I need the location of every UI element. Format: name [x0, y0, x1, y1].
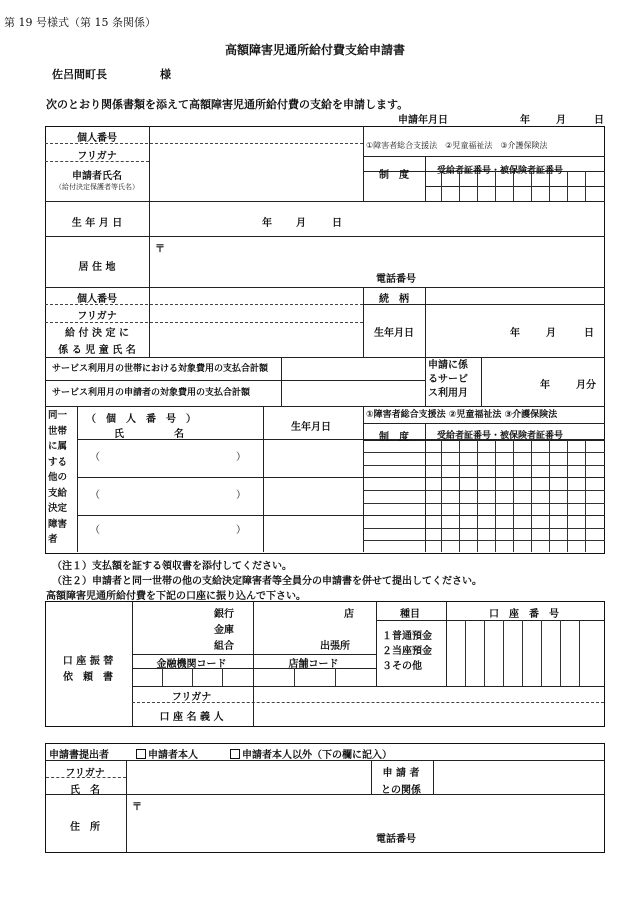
applicant-birth-label: 生 年 月 日 — [71, 218, 123, 229]
submitter-name-label: 氏 名 — [70, 785, 100, 796]
intro-text: 次のとおり関係書類を添えて高額障害児通所給付費の支給を申請します。 — [46, 98, 409, 111]
household-paren-open-1: （ — [90, 452, 100, 463]
household-total-label: サービス利用月の世帯における対象費用の支払合計額 — [52, 364, 269, 374]
child-birth-label: 生年月日 — [374, 328, 414, 339]
applicant-mynumber-label: 個人番号 — [77, 133, 117, 144]
service-month-year: 年 — [540, 380, 550, 391]
apply-month: 月 — [556, 115, 566, 126]
submitter-relation-label-1: 申 請 者 — [382, 768, 420, 779]
bank-side-label-2: 依 頼 書 — [63, 672, 113, 683]
account-kind-label: 種目 — [400, 609, 420, 620]
branch-type-office: 出張所 — [320, 641, 350, 652]
note-1: （注１）支払額を証する領収書を添付してください。 — [52, 561, 292, 572]
applicant-birth-year: 年 — [262, 218, 272, 229]
apply-day: 日 — [594, 115, 604, 126]
cert-no-label-top: 受給者証番号・被保険者証番号 — [437, 166, 564, 176]
household-name-head: 氏 名 — [114, 429, 184, 440]
addressee-suffix: 様 — [160, 68, 171, 81]
bank-intro: 高額障害児通所給付費を下記の口座に振り込んで下さい。 — [46, 591, 306, 602]
bank-type-kumiai: 組合 — [214, 641, 234, 652]
child-mynumber-label: 個人番号 — [77, 294, 117, 305]
child-relation-label: 続 柄 — [379, 294, 409, 305]
bank-side-label-1: 口 座 振 替 — [62, 656, 114, 667]
household-birth-head: 生年月日 — [291, 422, 331, 433]
bank-type-bank: 銀行 — [214, 609, 234, 620]
account-number-label: 口 座 番 号 — [489, 609, 559, 620]
note-2: （注２）申請者と同一世帯の他の支給決定障害者等全員分の申請書を併せて提出してください。 — [52, 576, 482, 587]
bank-code-label: 金融機関コード — [156, 659, 227, 670]
checkbox-icon[interactable] — [136, 749, 146, 759]
service-month-month: 月分 — [576, 380, 596, 391]
child-name-label-2: 係 る 児 童 氏 名 — [58, 345, 136, 356]
household-paren-close-2: ） — [236, 490, 246, 501]
checkbox-icon[interactable] — [230, 749, 240, 759]
applicant-name-note: （給付決定保護者等氏名） — [55, 183, 139, 191]
law-options-top: ①障害者総合支援法 ②児童福祉法 ③介護保険法 — [366, 141, 548, 150]
submitter-furigana-label: フリガナ — [65, 768, 105, 779]
applicant-address-label: 居 住 地 — [78, 262, 116, 273]
child-birth-year: 年 — [510, 328, 520, 339]
child-name-label-1: 給 付 決 定 に — [65, 328, 129, 339]
applicant-name-label: 申請者氏名 — [72, 171, 122, 182]
household-paren-open-2: （ — [90, 490, 100, 501]
submitter-relation-label-2: との関係 — [381, 785, 421, 796]
account-kind-options: １普通預金 ２当座預金 ３その他 — [382, 631, 432, 672]
household-paren-close-3: ） — [236, 525, 246, 536]
submitter-postal-mark: 〒 — [132, 802, 142, 813]
child-birth-day: 日 — [584, 328, 594, 339]
cert-no-label-household: 受給者証番号・被保険者証番号 — [437, 431, 564, 441]
bank-type-shinkin: 金庫 — [214, 625, 234, 636]
page-title: 高額障害児通所給付費支給申請書 — [224, 43, 405, 57]
law-options-household: ①障害者総合支援法 ②児童福祉法 ③介護保険法 — [366, 410, 558, 420]
child-birth-month: 月 — [546, 328, 556, 339]
household-side-label: 同一 世帯 に属 する 他の 支給 決定 障害 者 — [48, 410, 68, 545]
account-holder-label: 口 座 名 義 人 — [159, 712, 224, 723]
applicant-birth-month: 月 — [296, 218, 306, 229]
apply-year: 年 — [520, 115, 530, 126]
household-paren-close-1: ） — [236, 452, 246, 463]
system-label-top: 制 度 — [379, 170, 409, 181]
submitter-label: 申請書提出者 — [49, 750, 109, 761]
form-number: 第 19 号様式（第 15 条関係） — [4, 16, 156, 29]
holder-furigana-label: フリガナ — [171, 692, 212, 703]
addressee: 佐呂間町長 — [52, 68, 107, 81]
household-mynumber-head: （ 個 人 番 号 ） — [86, 414, 196, 425]
branch-type-branch: 店 — [344, 609, 354, 620]
submitter-option-other[interactable]: 申請者本人以外（下の欄に記入） — [230, 746, 392, 761]
system-label-household: 制 度 — [379, 432, 409, 443]
applicant-phone-label: 電話番号 — [376, 274, 416, 285]
submitter-option-self[interactable]: 申請者本人 — [136, 746, 198, 761]
apply-date-label: 申請年月日 — [398, 115, 448, 126]
child-furigana-label: フリガナ — [77, 311, 117, 322]
submitter-phone-label: 電話番号 — [376, 834, 416, 845]
applicant-furigana-label: フリガナ — [77, 151, 117, 162]
applicant-birth-day: 日 — [332, 218, 342, 229]
applicant-total-label: サービス利用月の申請者の対象費用の支払合計額 — [52, 388, 251, 398]
service-month-label: 申請に係 るサービ ス利用月 — [428, 360, 468, 399]
applicant-postal-mark: 〒 — [155, 244, 165, 255]
branch-code-label: 店舗コード — [288, 659, 339, 670]
submitter-address-label: 住 所 — [70, 822, 100, 833]
household-paren-open-3: （ — [90, 525, 100, 536]
